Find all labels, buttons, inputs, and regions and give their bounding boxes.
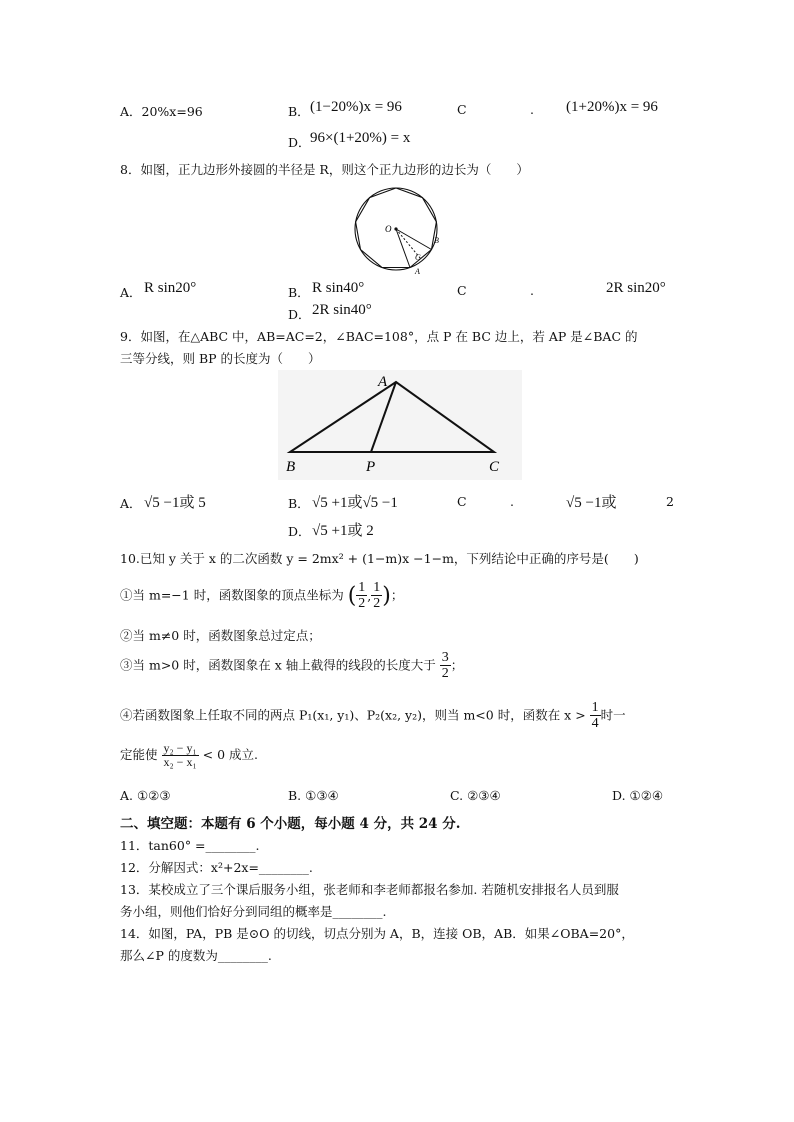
q9-option-b-math: √5 +1或√5 −1 — [312, 495, 398, 511]
q9-option-b-label: B． — [288, 496, 310, 511]
frac-num: 3 — [441, 650, 449, 665]
q8-option-a-math: R sin20° — [144, 280, 197, 296]
frac-slope — [162, 742, 199, 769]
comma: , — [367, 588, 372, 604]
q10-statement-2: ②当 m≠0 时，函数图象总过定点； — [120, 628, 321, 643]
frac-num: y₂ − y₁ — [163, 741, 197, 755]
q10-option-d: D. ①②④ — [612, 788, 664, 803]
q13-line2: 务小组，则他们恰好分到同组的概率是________. — [120, 904, 387, 919]
q8-option-d-label: D． — [288, 307, 311, 322]
statement-5-end: < 0 成立. — [202, 747, 258, 763]
q8-option-b-math: R sin40° — [312, 280, 365, 296]
q7-option-b-math: (1−20%)x = 96 — [310, 99, 402, 115]
statement-1-text: ①当 m=−1 时，函数图象的顶点坐标为 — [120, 587, 344, 603]
figure-background — [278, 370, 522, 480]
q9-triangle-figure — [278, 370, 522, 480]
frac-den: 2 — [441, 666, 449, 682]
q9-option-c-dot: . — [510, 494, 514, 509]
label-c: C — [415, 253, 421, 262]
frac-den: 4 — [591, 716, 599, 732]
radius-ob — [396, 229, 432, 250]
statement-4-end: 时一 — [600, 707, 626, 723]
q7-option-d-math: 96×(1+20%) = x — [310, 130, 411, 146]
frac-x-num: 1 — [358, 580, 366, 595]
q9-question-line2: 三等分线，则 BP 的长度为（ ） — [120, 351, 321, 366]
q8-option-c-math: 2R sin20° — [606, 280, 666, 296]
q9-option-c-tail: 2 — [666, 494, 674, 509]
q7-option-c-math: (1+20%)x = 96 — [566, 99, 658, 115]
q10-option-c: C. ②③④ — [450, 788, 501, 803]
label-a: A — [378, 374, 388, 390]
frac-num: 1 — [591, 700, 599, 715]
q8-option-d-math: 2R sin40° — [312, 302, 372, 318]
section-2-title: 二、填空题：本题有 6 个小题，每小题 4 分，共 24 分. — [120, 816, 461, 832]
paren-close: ) — [382, 583, 391, 609]
q9-option-d-label: D． — [288, 524, 311, 539]
label-p: P — [366, 459, 376, 475]
q12: 12．分解因式：x²+2x=________. — [120, 860, 313, 875]
frac-y-den: 2 — [373, 596, 381, 612]
q7-option-d-label: D． — [288, 135, 311, 150]
statement-1-end: ； — [390, 587, 404, 603]
statement-5-text: 定能使 — [120, 747, 158, 763]
center-point — [394, 227, 397, 230]
q10-question: 10.已知 y 关于 x 的二次函数 y = 2mx² + (1−m)x −1−m，下列结论中正确的序号是( ) — [120, 551, 639, 566]
frac-x-den: 2 — [358, 596, 366, 612]
frac-three-halves — [440, 650, 451, 682]
frac-y-num: 1 — [373, 580, 381, 595]
q10-statement-4 — [120, 700, 626, 732]
frac-quarter — [590, 700, 601, 732]
q9-option-c-label: C — [457, 494, 467, 509]
q14-line1: 14．如图，PA，PB 是⊙O 的切线，切点分别为 A，B，连接 OB，AB．如果∠OBA=20°， — [120, 926, 634, 941]
q8-question: 8．如图，正九边形外接圆的半径是 R，则这个正九边形的边长为（ ） — [120, 162, 529, 177]
frac-x — [356, 580, 367, 612]
label-a: A — [415, 267, 420, 276]
q10-option-b: B. ①③④ — [288, 788, 339, 803]
q10-option-a: A. ①②③ — [120, 788, 171, 803]
q9-question-line1: 9．如图，在△ABC 中，AB=AC=2，∠BAC=108°，点 P 在 BC 边上，若 AP 是∠BAC 的 — [120, 329, 638, 344]
q10-statement-3 — [120, 650, 463, 682]
label-c: C — [489, 459, 500, 475]
q7-option-b-label: B． — [288, 104, 310, 119]
frac-y — [371, 580, 382, 612]
q10-statement-1 — [120, 580, 403, 612]
q8-nonagon-figure — [345, 182, 445, 277]
label-o: O — [385, 224, 392, 234]
q9-option-c-math: √5 −1或 — [566, 495, 617, 511]
q7-option-a: A．20%x=96 — [120, 104, 203, 119]
q14-line2: 那么∠P 的度数为________. — [120, 948, 272, 963]
q8-option-c-dot: . — [530, 283, 534, 298]
q9-option-a-math: √5 −1或 5 — [144, 495, 206, 511]
q8-option-c-label: C — [457, 283, 467, 298]
statement-3-text: ③当 m>0 时，函数图象在 x 轴上截得的线段的长度大于 — [120, 657, 436, 673]
q9-option-d-math: √5 +1或 2 — [312, 523, 374, 539]
frac-den: x₂ − x₁ — [163, 755, 197, 770]
statement-4-text: ④若函数图象上任取不同的两点 P₁(x₁, y₁)、P₂(x₂, y₂)，则当 m<0 时，函数在 x > — [120, 707, 586, 723]
q8-option-b-label: B． — [288, 285, 310, 300]
q7-option-c-label: C — [457, 102, 467, 117]
q11: 11．tan60° =________. — [120, 838, 260, 853]
q9-option-a-label: A． — [120, 496, 142, 511]
statement-3-end: ； — [450, 657, 464, 673]
radius-oa — [396, 229, 410, 268]
q7-option-c-dot: . — [530, 102, 534, 117]
q8-option-a-label: A． — [120, 285, 142, 300]
label-b: B — [434, 236, 439, 245]
label-b: B — [286, 459, 296, 475]
paren-open: ( — [347, 583, 357, 609]
q13-line1: 13．某校成立了三个课后服务小组，张老师和李老师都报名参加. 若随机安排报名人员到服 — [120, 882, 619, 897]
q10-statement-5 — [120, 742, 258, 769]
